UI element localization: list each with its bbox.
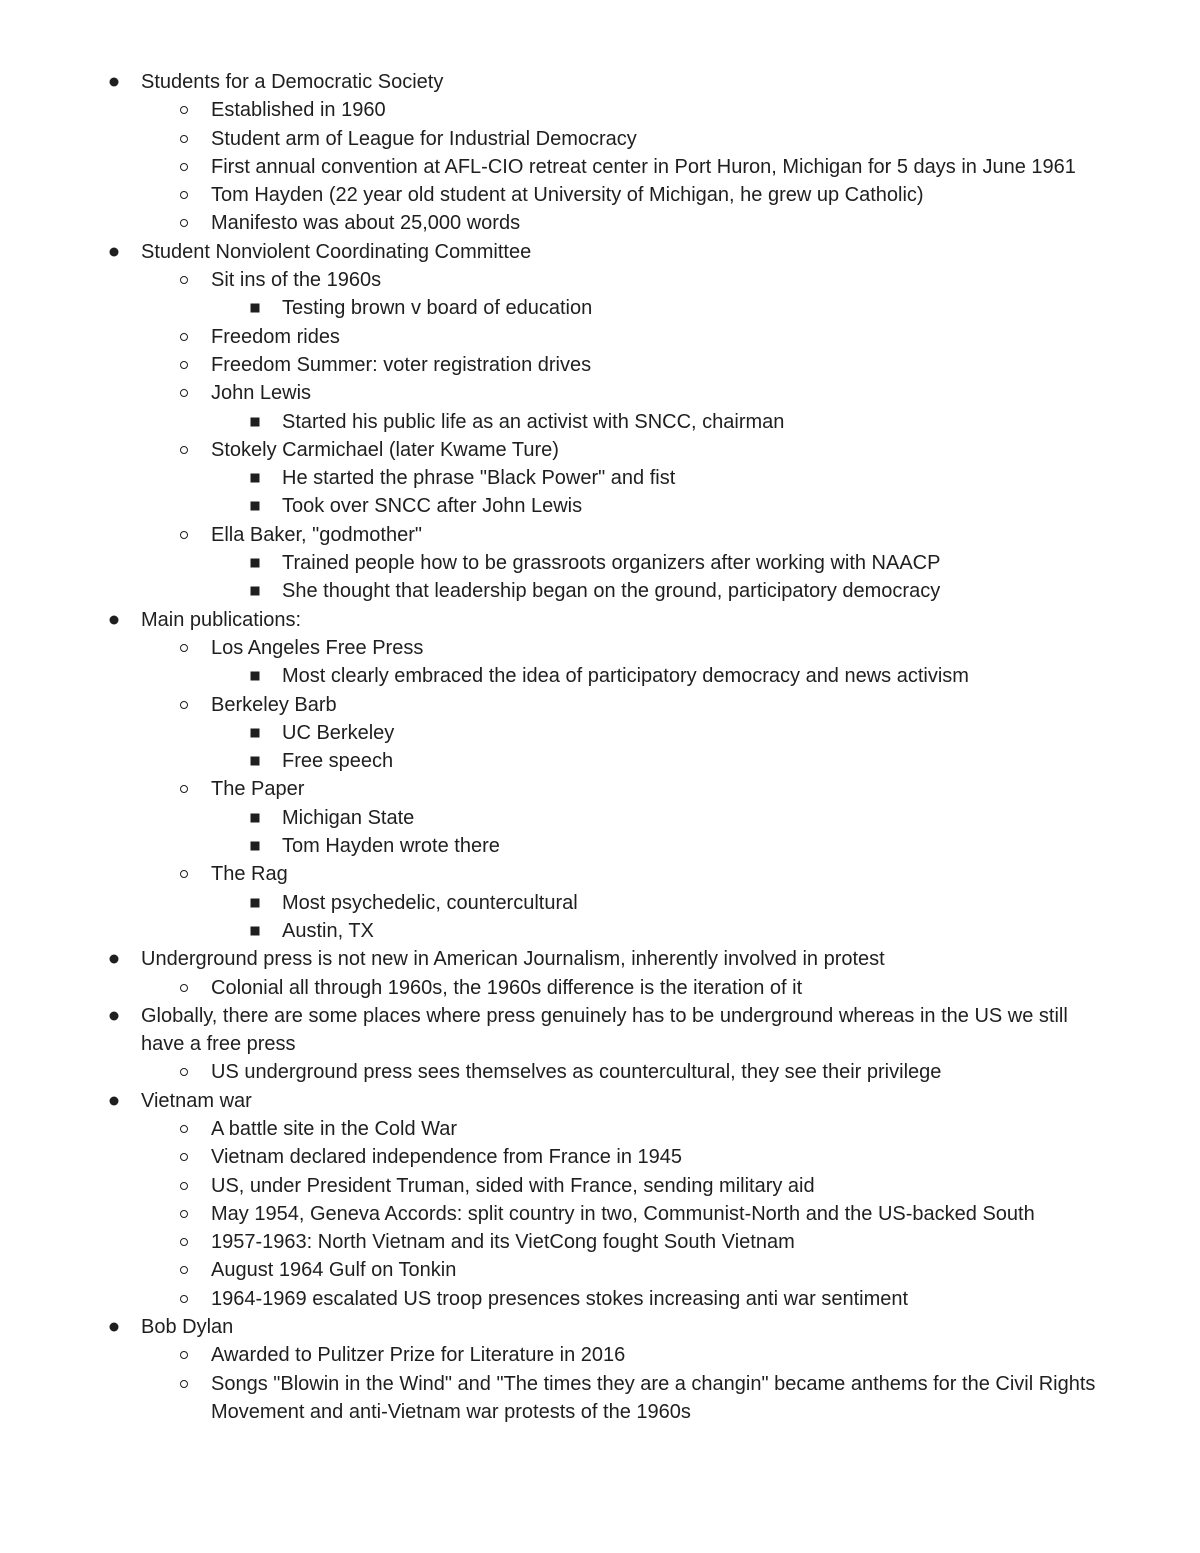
hollow-circle-bullet-icon — [180, 1182, 188, 1190]
list-item — [0, 1341, 1200, 1369]
square-bullet-icon — [251, 813, 260, 822]
list-item-text: The Rag — [211, 863, 288, 886]
hollow-circle-bullet-icon — [180, 531, 188, 539]
list-item-text: Berkeley Barb — [211, 693, 337, 716]
list-item — [0, 408, 1200, 436]
filled-circle-bullet-icon — [110, 615, 119, 624]
list-item — [0, 1172, 1200, 1200]
hollow-circle-bullet-icon — [180, 1210, 188, 1218]
hollow-circle-bullet-icon — [180, 1068, 188, 1076]
hollow-circle-bullet-icon — [180, 644, 188, 652]
filled-circle-bullet-icon — [110, 78, 119, 87]
list-item-text: She thought that leadership began on the ground, participatory democracy — [282, 580, 941, 603]
square-bullet-icon — [251, 474, 260, 483]
filled-circle-bullet-icon — [110, 247, 119, 256]
list-item-text: Vietnam declared independence from France in 1945 — [211, 1146, 683, 1169]
hollow-circle-bullet-icon — [180, 984, 188, 992]
filled-circle-bullet-icon — [110, 1011, 119, 1020]
list-item — [0, 181, 1200, 209]
list-item-text: Vietnam war — [141, 1089, 252, 1112]
filled-circle-bullet-icon — [110, 1323, 119, 1332]
filled-circle-bullet-icon — [110, 1096, 119, 1105]
square-bullet-icon — [251, 587, 260, 596]
list-item-text: Most psychedelic, countercultural — [282, 891, 578, 914]
list-item-text: Most clearly embraced the idea of participatory democracy and news activism — [282, 665, 969, 688]
hollow-circle-bullet-icon — [180, 1266, 188, 1274]
list-item — [0, 1256, 1200, 1284]
hollow-circle-bullet-icon — [180, 361, 188, 369]
list-item — [0, 775, 1200, 803]
list-item-text: Michigan State — [282, 806, 415, 829]
list-item — [0, 804, 1200, 832]
hollow-circle-bullet-icon — [180, 219, 188, 227]
list-item-text: 1957-1963: North Vietnam and its VietCong fought South Vietnam — [211, 1231, 795, 1254]
list-item-text: US, under President Truman, sided with France, sending military aid — [211, 1174, 815, 1197]
list-item — [0, 1058, 1200, 1086]
document-body — [0, 68, 1200, 1426]
list-item — [0, 323, 1200, 351]
list-item-text: Ella Baker, "godmother" — [211, 523, 422, 546]
list-item-text: Started his public life as an activist with SNCC, chairman — [282, 410, 785, 433]
list-item-text: John Lewis — [211, 382, 312, 405]
hollow-circle-bullet-icon — [180, 1125, 188, 1133]
list-item-text: Student arm of League for Industrial Democracy — [211, 127, 637, 150]
list-item-text: Underground press is not new in American Journalism, inherently involved in protest — [141, 948, 885, 971]
hollow-circle-bullet-icon — [180, 701, 188, 709]
list-item-text: A battle site in the Cold War — [211, 1117, 458, 1140]
list-item-text: Took over SNCC after John Lewis — [282, 495, 583, 518]
list-item — [0, 209, 1200, 237]
list-item — [0, 266, 1200, 294]
list-item-text: He started the phrase "Black Power" and fist — [282, 467, 676, 490]
hollow-circle-bullet-icon — [180, 1380, 188, 1388]
list-item — [0, 832, 1200, 860]
hollow-circle-bullet-icon — [180, 333, 188, 341]
list-item-text: Awarded to Pulitzer Prize for Literature in 2016 — [211, 1344, 626, 1367]
list-item — [0, 889, 1200, 917]
list-item-text: Austin, TX — [282, 919, 374, 942]
list-item — [0, 238, 1200, 266]
list-item-text: Globally, there are some places where press genuinely has to be underground whereas in the US we still have a free press — [141, 1004, 1068, 1056]
square-bullet-icon — [251, 559, 260, 568]
list-item-text: First annual convention at AFL-CIO retreat center in Port Huron, Michigan for 5 days in June 1961 — [211, 155, 1076, 178]
list-item — [0, 1087, 1200, 1115]
list-item — [0, 1143, 1200, 1171]
square-bullet-icon — [251, 672, 260, 681]
hollow-circle-bullet-icon — [180, 1153, 188, 1161]
list-item-text: Student Nonviolent Coordinating Committee — [141, 240, 532, 263]
list-item-text: August 1964 Gulf on Tonkin — [211, 1259, 457, 1282]
list-item — [0, 125, 1200, 153]
hollow-circle-bullet-icon — [180, 446, 188, 454]
list-item-text: Stokely Carmichael (later Kwame Ture) — [211, 438, 559, 461]
square-bullet-icon — [251, 304, 260, 313]
list-item-text: Trained people how to be grassroots organizers after working with NAACP — [282, 552, 941, 575]
list-item — [0, 577, 1200, 605]
list-item — [0, 436, 1200, 464]
list-item-text: Tom Hayden (22 year old student at University of Michigan, he grew up Catholic) — [211, 184, 924, 207]
filled-circle-bullet-icon — [110, 955, 119, 964]
square-bullet-icon — [251, 757, 260, 766]
list-item — [0, 1313, 1200, 1341]
list-item — [0, 634, 1200, 662]
list-item-text: Los Angeles Free Press — [211, 636, 424, 659]
hollow-circle-bullet-icon — [180, 1238, 188, 1246]
hollow-circle-bullet-icon — [180, 135, 188, 143]
list-item-text: Songs "Blowin in the Wind" and "The times they are a changin" became anthems for the Civil Rights Movement and anti-Vietnam war protests of the 1960s — [211, 1372, 1096, 1423]
list-item-text: Testing brown v board of education — [282, 297, 593, 320]
list-item — [0, 974, 1200, 1002]
list-item-text: Free speech — [282, 750, 394, 773]
square-bullet-icon — [251, 502, 260, 511]
list-item — [0, 96, 1200, 124]
square-bullet-icon — [251, 926, 260, 935]
list-item — [0, 492, 1200, 520]
list-item — [0, 1370, 1200, 1427]
hollow-circle-bullet-icon — [180, 1351, 188, 1359]
square-bullet-icon — [251, 898, 260, 907]
list-item — [0, 1285, 1200, 1313]
list-item-text: Colonial all through 1960s, the 1960s difference is the iteration of it — [211, 976, 803, 999]
hollow-circle-bullet-icon — [180, 191, 188, 199]
list-item-text: May 1954, Geneva Accords: split country in two, Communist-North and the US-backed South — [211, 1202, 1035, 1225]
list-item — [0, 68, 1200, 96]
list-item — [0, 521, 1200, 549]
list-item — [0, 153, 1200, 181]
list-item — [0, 1228, 1200, 1256]
list-item — [0, 1200, 1200, 1228]
list-item-text: US underground press sees themselves as countercultural, they see their privilege — [211, 1061, 942, 1084]
list-item — [0, 860, 1200, 888]
square-bullet-icon — [251, 417, 260, 426]
list-item — [0, 379, 1200, 407]
list-item — [0, 294, 1200, 322]
list-item — [0, 351, 1200, 379]
list-item — [0, 691, 1200, 719]
list-item — [0, 549, 1200, 577]
hollow-circle-bullet-icon — [180, 276, 188, 284]
list-item — [0, 945, 1200, 973]
list-item — [0, 747, 1200, 775]
list-item-text: Established in 1960 — [211, 99, 386, 122]
hollow-circle-bullet-icon — [180, 1295, 188, 1303]
list-item-text: Freedom Summer: voter registration drives — [211, 353, 592, 376]
list-item — [0, 606, 1200, 634]
list-item — [0, 1115, 1200, 1143]
list-item-text: Manifesto was about 25,000 words — [211, 212, 521, 235]
list-item — [0, 662, 1200, 690]
square-bullet-icon — [251, 842, 260, 851]
square-bullet-icon — [251, 728, 260, 737]
list-item-text: 1964-1969 escalated US troop presences stokes increasing anti war sentiment — [211, 1287, 909, 1310]
list-item-text: UC Berkeley — [282, 721, 395, 744]
list-item-text: Bob Dylan — [141, 1316, 234, 1339]
list-item-text: The Paper — [211, 778, 305, 801]
list-item — [0, 464, 1200, 492]
hollow-circle-bullet-icon — [180, 389, 188, 397]
list-item-text: Sit ins of the 1960s — [211, 269, 382, 292]
hollow-circle-bullet-icon — [180, 106, 188, 114]
hollow-circle-bullet-icon — [180, 785, 188, 793]
list-item — [0, 719, 1200, 747]
list-item-text: Freedom rides — [211, 325, 340, 348]
list-item — [0, 1002, 1200, 1059]
hollow-circle-bullet-icon — [180, 163, 188, 171]
hollow-circle-bullet-icon — [180, 870, 188, 878]
list-item-text: Tom Hayden wrote there — [282, 835, 500, 858]
list-item-text: Students for a Democratic Society — [141, 71, 444, 93]
list-item-text: Main publications: — [141, 608, 302, 631]
list-item — [0, 917, 1200, 945]
